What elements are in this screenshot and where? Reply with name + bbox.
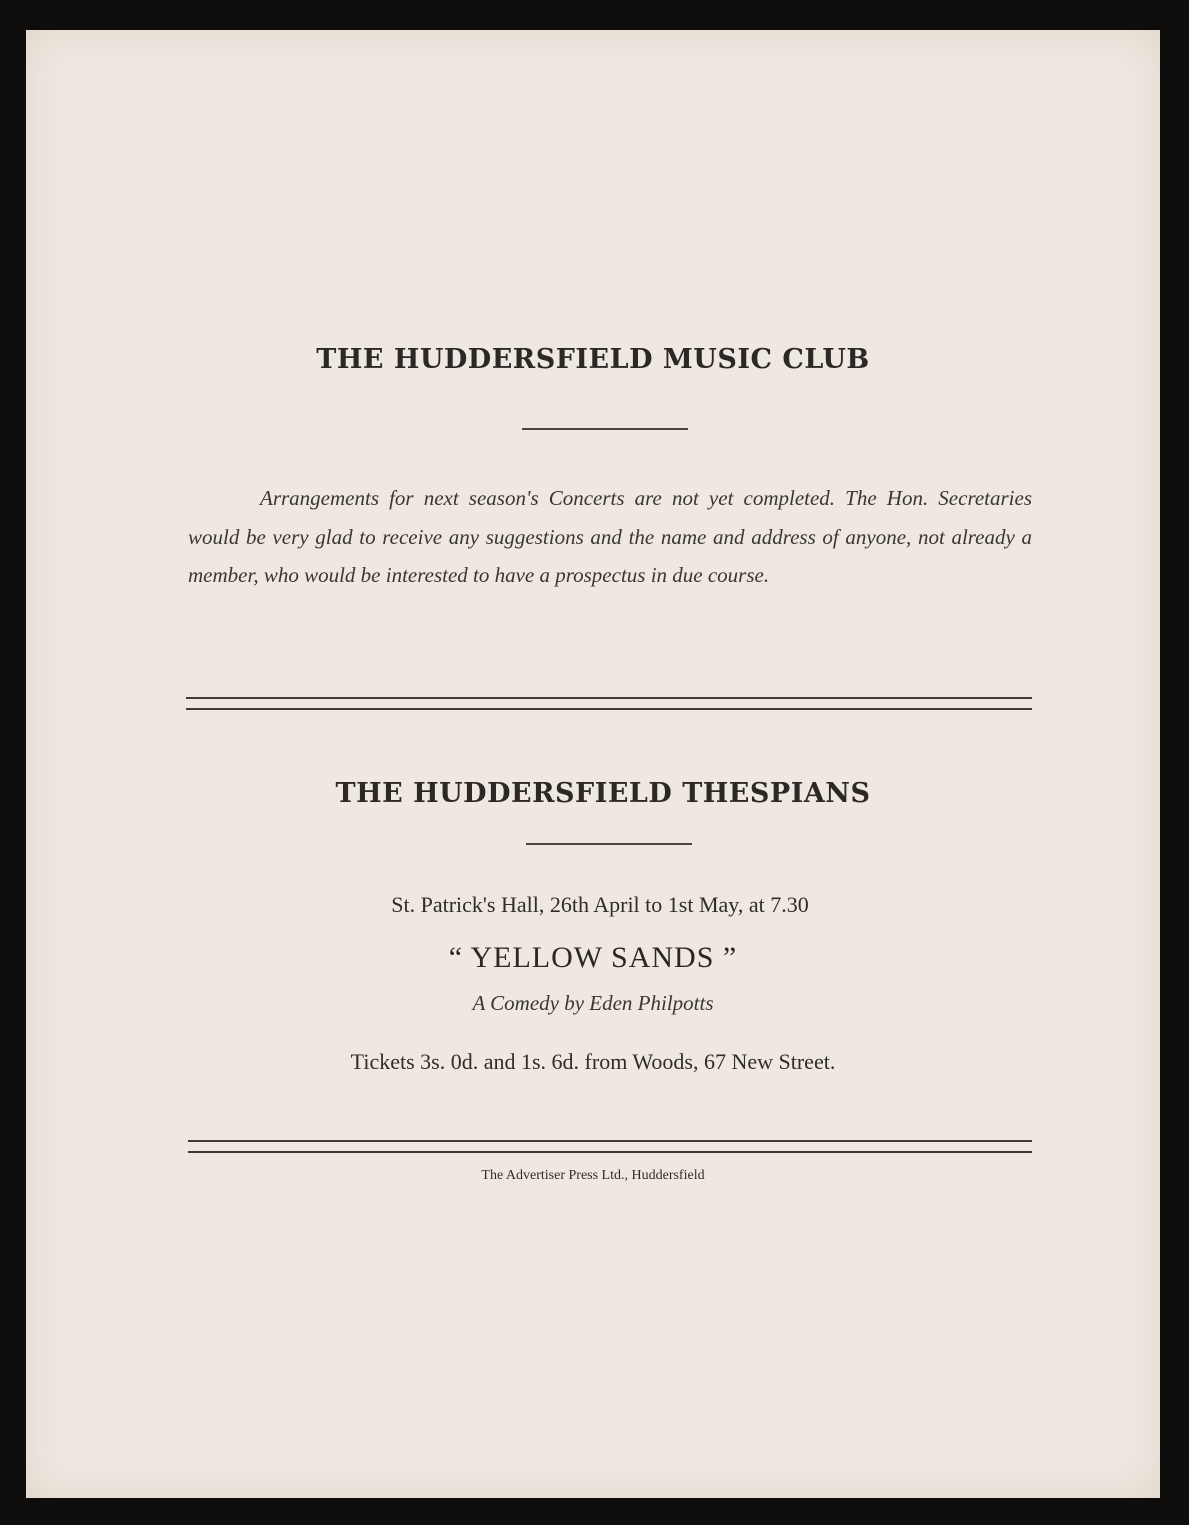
tickets-line: Tickets 3s. 0d. and 1s. 6d. from Woods, 67 New Street. bbox=[350, 1049, 836, 1074]
document-page bbox=[26, 30, 1160, 1498]
music-club-divider bbox=[522, 428, 688, 430]
venue-date-line: St. Patrick's Hall, 26th April to 1st May, at 7.30 bbox=[391, 892, 809, 917]
play-subtitle: A Comedy by Eden Philpotts bbox=[472, 991, 714, 1015]
section-double-rule bbox=[186, 697, 1032, 710]
footer-double-rule bbox=[188, 1140, 1032, 1153]
thespians-divider bbox=[526, 843, 692, 845]
music-club-paragraph: Arrangements for next season's Concerts are not yet completed. The Hon. Secretaries would be very glad to receive any suggestions and the name and address of anyone, not already a member, who would be interested to have a prospectus in due course. bbox=[188, 486, 1032, 587]
thespians-heading: THE HUDDERSFIELD THESPIANS bbox=[335, 778, 871, 809]
music-club-heading: THE HUDDERSFIELD MUSIC CLUB bbox=[316, 344, 870, 375]
play-title: “ YELLOW SANDS ” bbox=[448, 941, 738, 974]
printer-imprint: The Advertiser Press Ltd., Huddersfield bbox=[481, 1168, 705, 1183]
